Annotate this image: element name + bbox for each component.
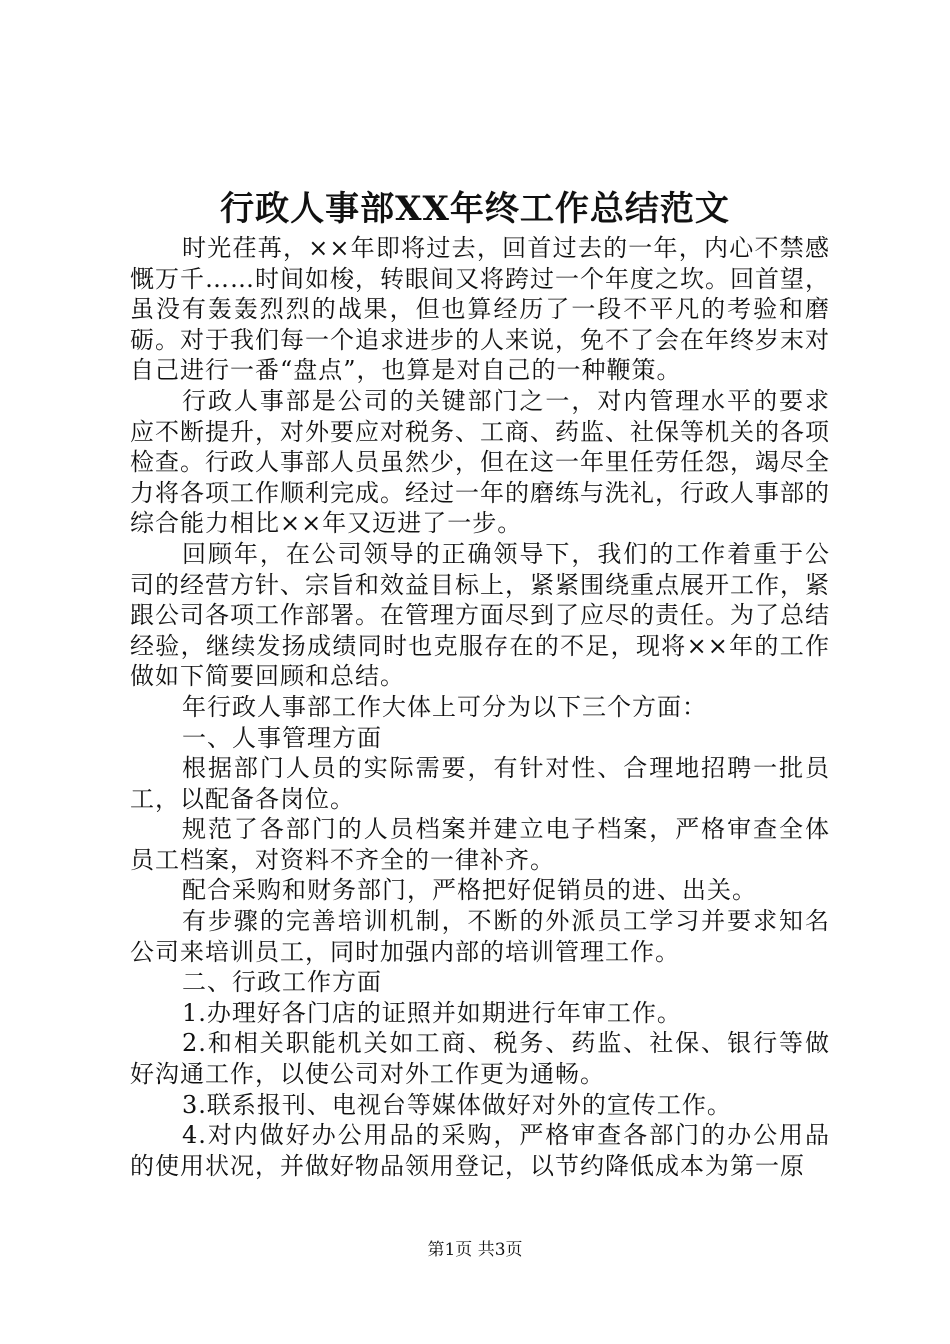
section-heading: 一、人事管理方面 <box>182 723 382 752</box>
paragraph: 时光荏苒，××年即将过去，回首过去的一年，内心不禁感慨万千……时间如梭，转眼间又将跨过一个年度之坎。回首望，虽没有轰轰烈烈的战果，但也算经历了一段不平凡的考验和磨砺。对于我们每一个追求进步的人来说，免不了会在年终岁末对自己进行一番“盘点”，也算是对自己的一种鞭策。 <box>130 234 830 385</box>
list-item: 3.联系报刊、电视台等媒体做好对外的宣传工作。 <box>182 1090 732 1119</box>
paragraph: 规范了各部门的人员档案并建立电子档案，严格审查全体员工档案，对资料不齐全的一律补齐。 <box>130 815 830 874</box>
document-body <box>130 233 830 1181</box>
paragraph: 根据部门人员的实际需要，有针对性、合理地招聘一批员工，以配备各岗位。 <box>130 754 830 813</box>
list-item: 4.对内做好办公用品的采购，严格审查各部门的办公用品的使用状况，并做好物品领用登记，以节约降低成本为第一原 <box>130 1121 830 1180</box>
document-title: 行政人事部XX年终工作总结范文 <box>220 189 730 229</box>
list-item: 2.和相关职能机关如工商、税务、药监、社保、银行等做好沟通工作，以使公司对外工作更为通畅。 <box>130 1029 830 1089</box>
page-number-footer: 第1页 共3页 <box>427 1240 523 1260</box>
section-heading: 二、行政工作方面 <box>182 968 382 997</box>
list-item: 1.办理好各门店的证照并如期进行年审工作。 <box>182 998 682 1027</box>
paragraph: 有步骤的完善培训机制，不断的外派员工学习并要求知名公司来培训员工，同时加强内部的培训管理工作。 <box>130 907 830 966</box>
paragraph: 配合采购和财务部门，严格把好促销员的进、出关。 <box>182 876 757 905</box>
paragraph: 行政人事部是公司的关键部门之一，对内管理水平的要求应不断提升，对外要应对税务、工商、药监、社保等机关的各项检查。行政人事部人员虽然少，但在这一年里任劳任怨，竭尽全力将各项工作顺利完成。经过一年的磨练与洗礼，行政人事部的综合能力相比××年又迈进了一步。 <box>130 386 830 538</box>
paragraph: 回顾年，在公司领导的正确领导下，我们的工作着重于公司的经营方针、宗旨和效益目标上，紧紧围绕重点展开工作，紧跟公司各项工作部署。在管理方面尽到了应尽的责任。为了总结经验，继续发扬成绩同时也克服存在的不足，现将××年的工作做如下简要回顾和总结。 <box>130 539 830 691</box>
paragraph: 年行政人事部工作大体上可分为以下三个方面： <box>182 692 707 721</box>
